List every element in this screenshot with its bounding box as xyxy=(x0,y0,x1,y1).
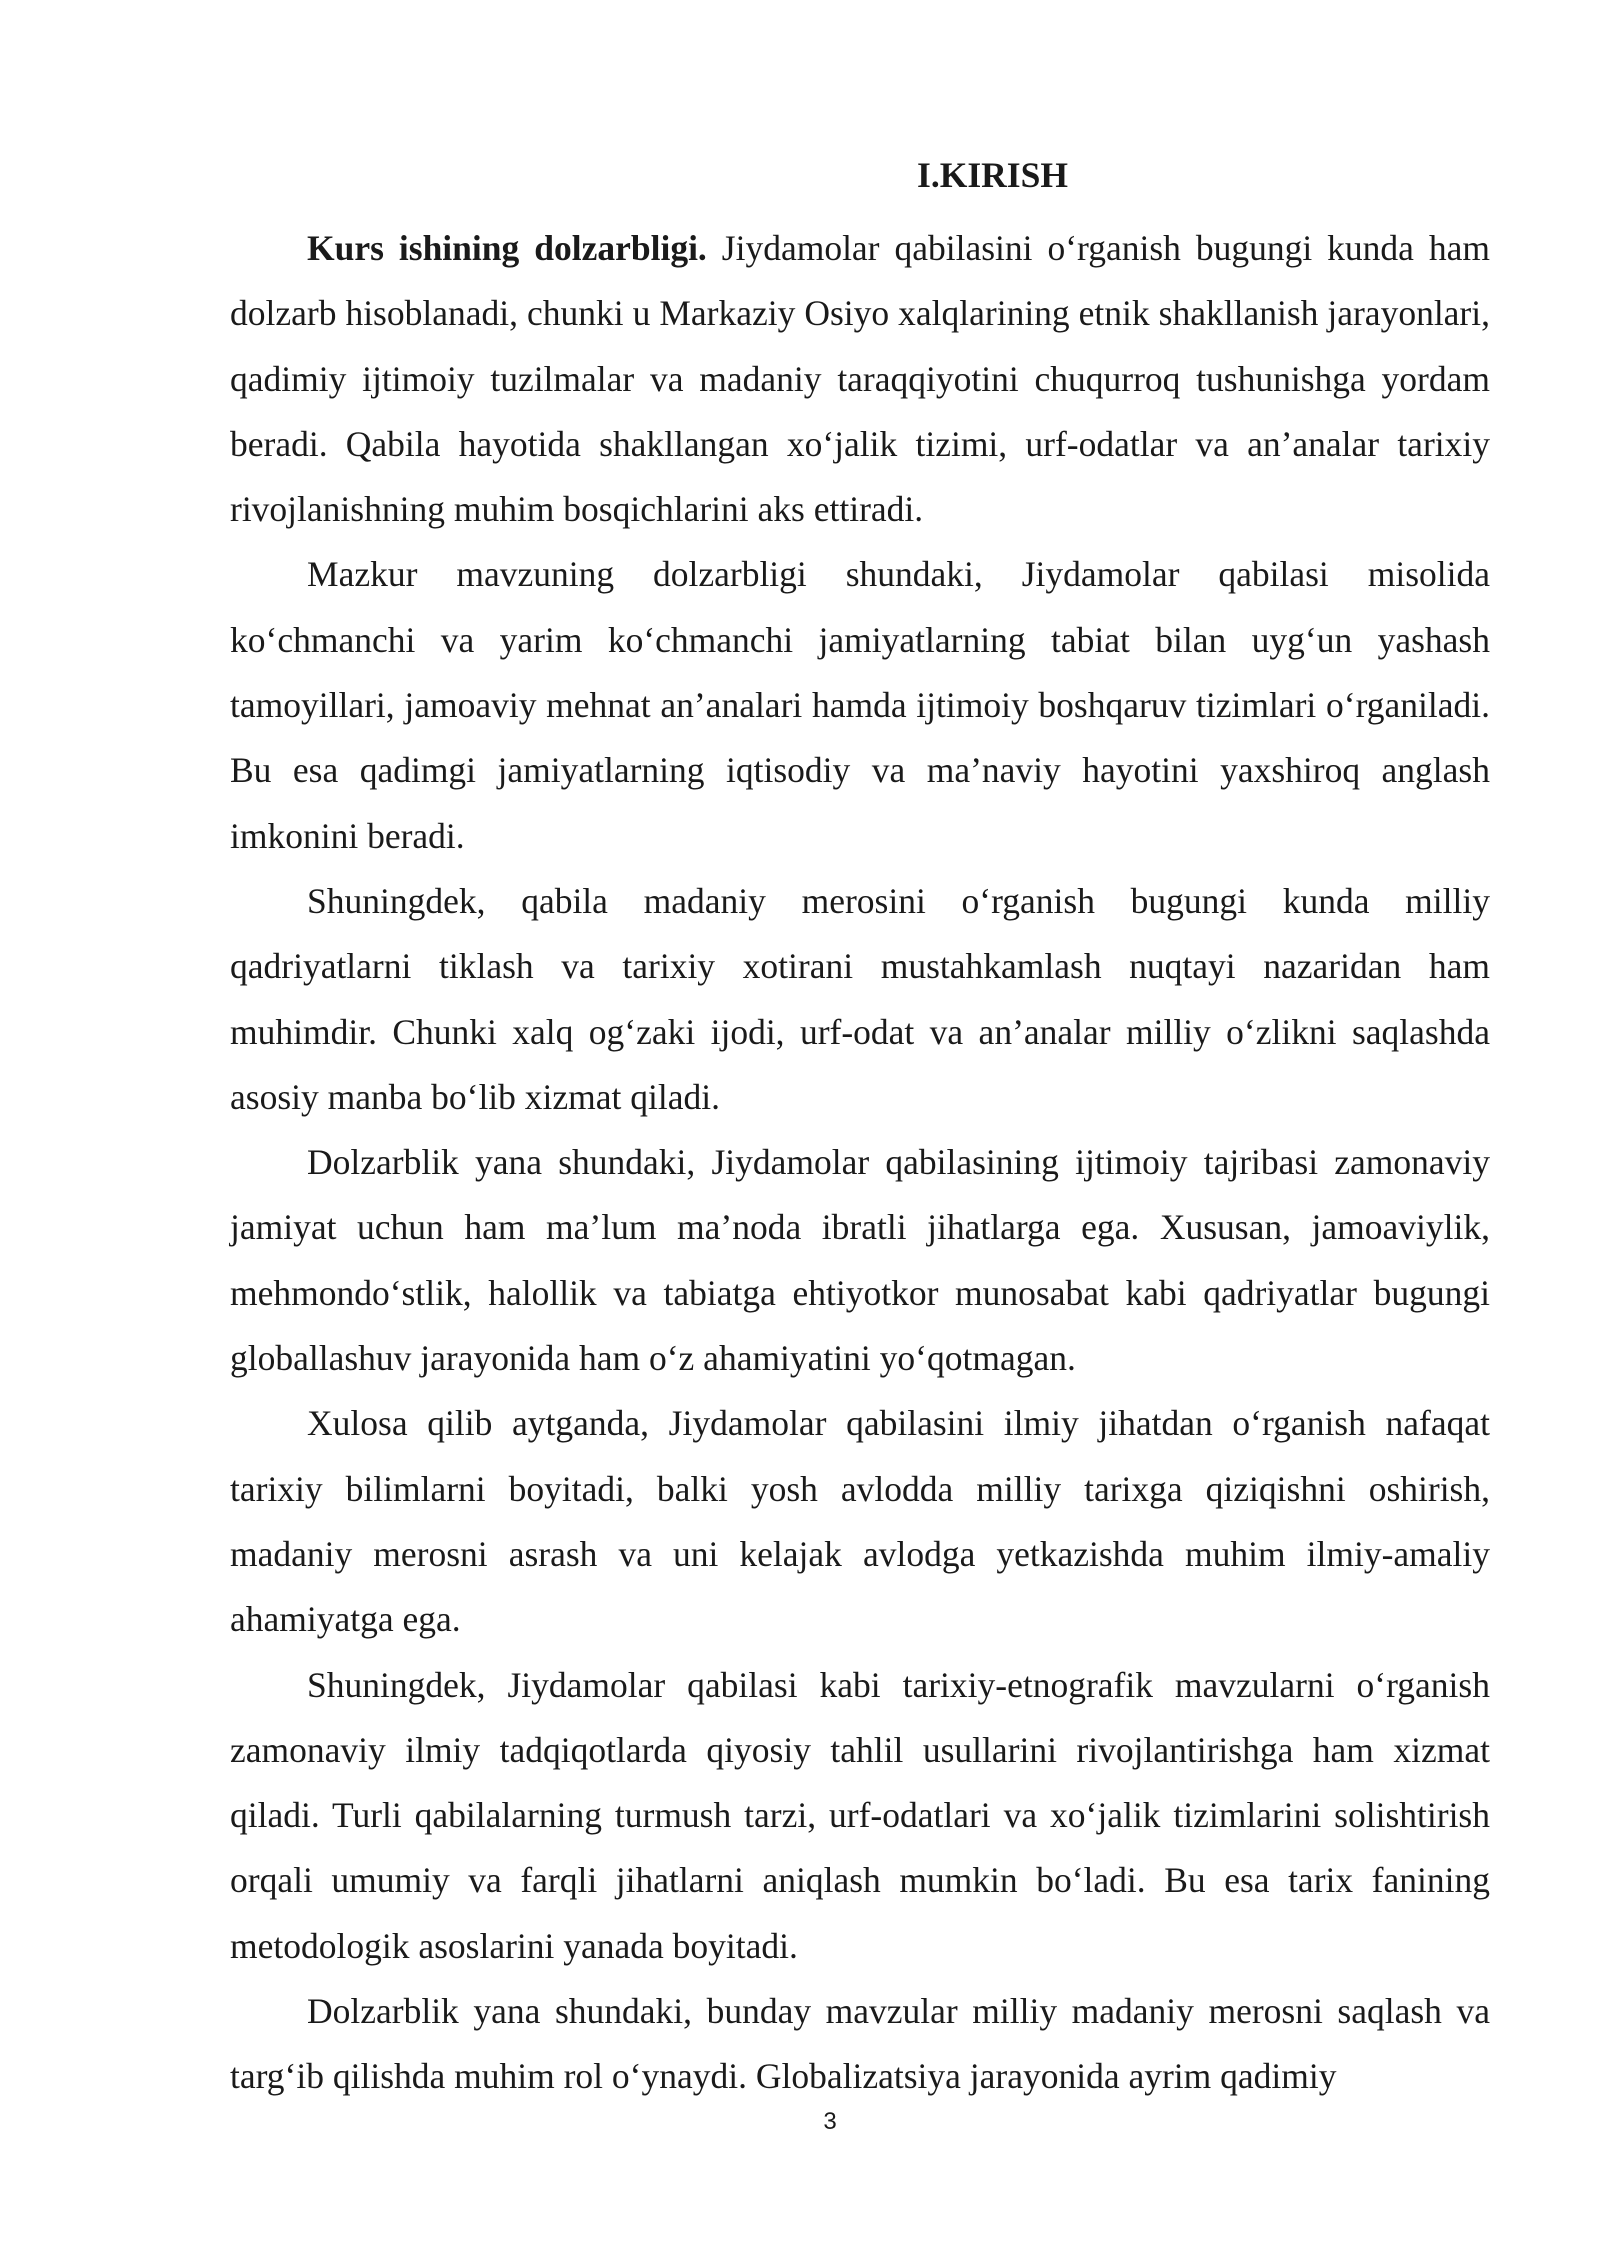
paragraph-text: Dolzarblik yana shundaki, bunday mavzular milliy madaniy merosni saqlash va targʻib qilishda muhim rol oʻynaydi. Globalizatsiya jarayonida ayrim qadimiy xyxy=(230,1991,1490,2097)
page-number: 3 xyxy=(823,2108,837,2135)
paragraph-5 xyxy=(230,1391,1490,1652)
paragraph-1 xyxy=(230,216,1490,542)
paragraph-3 xyxy=(230,869,1490,1130)
paragraph-text: Shuningdek, qabila madaniy merosini oʻrganish bugungi kunda milliy qadriyatlarni tiklash va tarixiy xotirani mustahkamlash nuqtayi nazaridan ham muhimdir. Chunki xalq ogʻzaki ijodi, urf-odat va an’analar milliy oʻzlikni saqlashda asosiy manba boʻlib xizmat qiladi. xyxy=(230,880,1490,1117)
paragraph-text: Jiydamolar qabilasini oʻrganish bugungi kunda ham dolzarb hisoblanadi, chunki u Markaziy Osiyo xalqlarining etnik shakllanish jarayonlari, qadimiy ijtimoiy tuzilmalar va madaniy taraqqiyotini chuqurroq tushunishga yordam beradi. Qabila hayotida shakllangan xoʻjalik tizimi, urf-odatlar va an’analar tarixiy rivojlanishning muhim bosqichlarini aks ettiradi. xyxy=(230,228,1491,530)
paragraph-text: Mazkur mavzuning dolzarbligi shundaki, Jiydamolar qabilasi misolida koʻchmanchi va yarim koʻchmanchi jamiyatlarning tabiat bilan uygʻun yashash tamoyillari, jamoaviy mehnat an’analari hamda ijtimoiy boshqaruv tizimlari oʻrganiladi. Bu esa qadimgi jamiyatlarning iqtisodiy va ma’naviy hayotini yaxshiroq anglash imkonini beradi. xyxy=(230,554,1490,856)
paragraph-4 xyxy=(230,1130,1490,1391)
paragraph-text: Shuningdek, Jiydamolar qabilasi kabi tarixiy-etnografik mavzularni oʻrganish zamonaviy ilmiy tadqiqotlarda qiyosiy tahlil usullarini rivojlantirishga ham xizmat qiladi. Turli qabilalarning turmush tarzi, urf-odatlari va xoʻjalik tizimlarini solishtirish orqali umumiy va farqli jihatlarni aniqlash mumkin boʻladi. Bu esa tarix fanining metodologik asoslarini yanada boyitadi. xyxy=(230,1664,1490,1966)
paragraph-text: Dolzarblik yana shundaki, Jiydamolar qabilasining ijtimoiy tajribasi zamonaviy jamiyat uchun ham ma’lum ma’noda ibratli jihatlarga ega. Xususan, jamoaviylik, mehmondoʻstlik, halollik va tabiatga ehtiyotkor munosabat kabi qadriyatlar bugungi globallashuv jarayonida ham oʻz ahamiyatini yoʻqotmagan. xyxy=(230,1142,1490,1379)
paragraph-2 xyxy=(230,542,1490,868)
paragraph-lead: Kurs ishining dolzarbligi. xyxy=(307,228,707,268)
section-heading: I.KIRISH xyxy=(917,155,1068,195)
document-body xyxy=(230,150,1490,2110)
paragraph-text: Xulosa qilib aytganda, Jiydamolar qabilasini ilmiy jihatdan oʻrganish nafaqat tarixiy bilimlarni boyitadi, balki yosh avlodda milliy tarixga qiziqishni oshirish, madaniy merosni asrash va uni kelajak avlodga yetkazishda muhim ilmiy-amaliy ahamiyatga ega. xyxy=(230,1403,1490,1640)
paragraph-7 xyxy=(230,1979,1490,2110)
paragraph-6 xyxy=(230,1653,1490,1979)
